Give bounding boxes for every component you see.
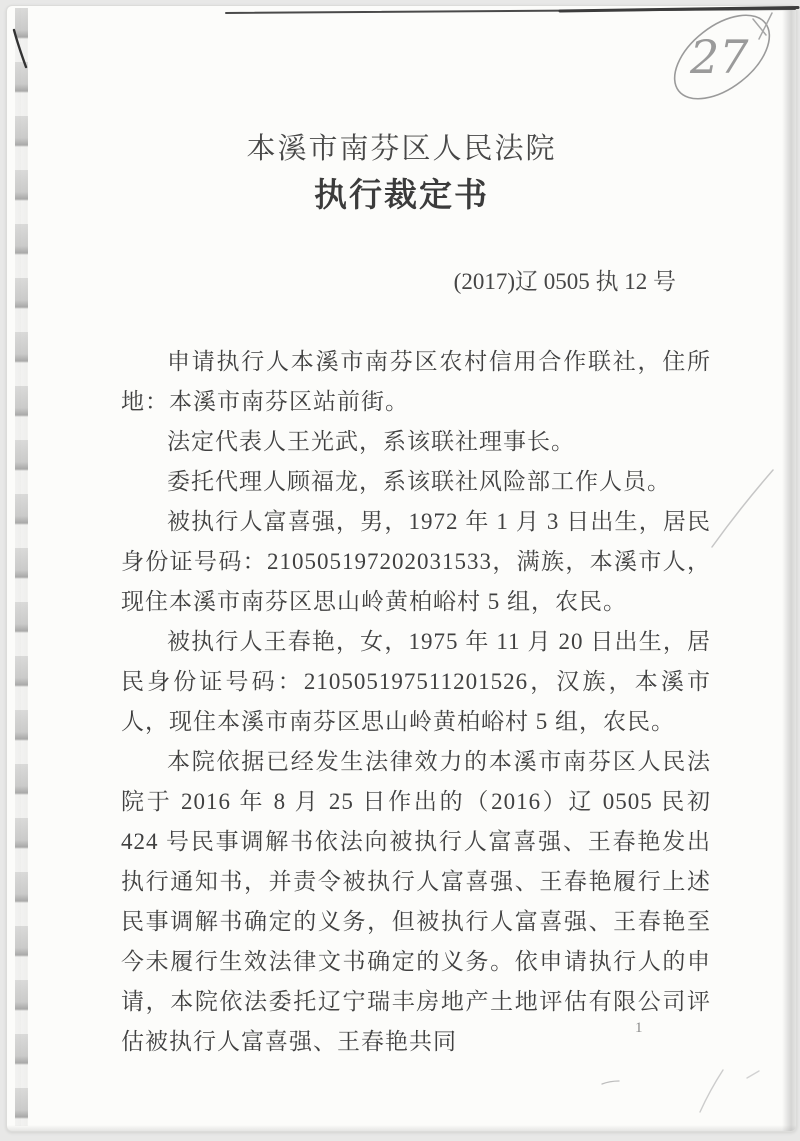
paragraph-agent: 委托代理人顾福龙，系该联社风险部工作人员。 <box>167 469 671 494</box>
case-number: (2017)辽 0505 执 12 号 <box>453 269 676 294</box>
document-body <box>121 342 711 1062</box>
paragraph-applicant: 申请执行人本溪市南芬区农村信用合作联社，住所地：本溪市南芬区站前街。 <box>121 349 711 414</box>
paragraph-legal-rep: 法定代表人王光武，系该联社理事长。 <box>167 429 575 454</box>
scan-shadow-right <box>782 6 796 1131</box>
handwritten-number: 27 <box>690 30 749 84</box>
paragraph-ruling-basis: 本院依据已经发生法律效力的本溪市南芬区人民法院于 2016 年 8 月 25 日作出的（2016）辽 0505 民初 424 号民事调解书依法向被执行人富喜强、王春艳发出执行通知书，并责令被执行人富喜强、王春艳履行上述民事调解书确定的义务，但被执行人富喜强、王春艳至今未履行生效法律文书确定的义务。依申请执行人的申请，本院依法委托辽宁瑞丰房地产土地评估有限公司评估被执行人富喜强、王春艳共同 <box>121 749 711 1054</box>
court-name-heading: 本溪市南芬区人民法院 <box>246 133 557 165</box>
paragraph-respondent-1: 被执行人富喜强，男，1972 年 1 月 3 日出生，居民身份证号码：210505197202031533，满族，本溪市人，现住本溪市南芬区思山岭黄柏峪村 5 组，农民。 <box>121 509 711 614</box>
paragraph-respondent-2: 被执行人王春艳，女，1975 年 11 月 20 日出生，居民身份证号码：210505197511201526，汉族，本溪市人，现住本溪市南芬区思山岭黄柏峪村 5 组，农民。 <box>121 629 711 734</box>
document-title: 执行裁定书 <box>314 178 489 214</box>
scan-shadow-bottom <box>7 1125 796 1131</box>
page-number: 1 <box>635 1020 643 1036</box>
document-page <box>6 5 797 1132</box>
